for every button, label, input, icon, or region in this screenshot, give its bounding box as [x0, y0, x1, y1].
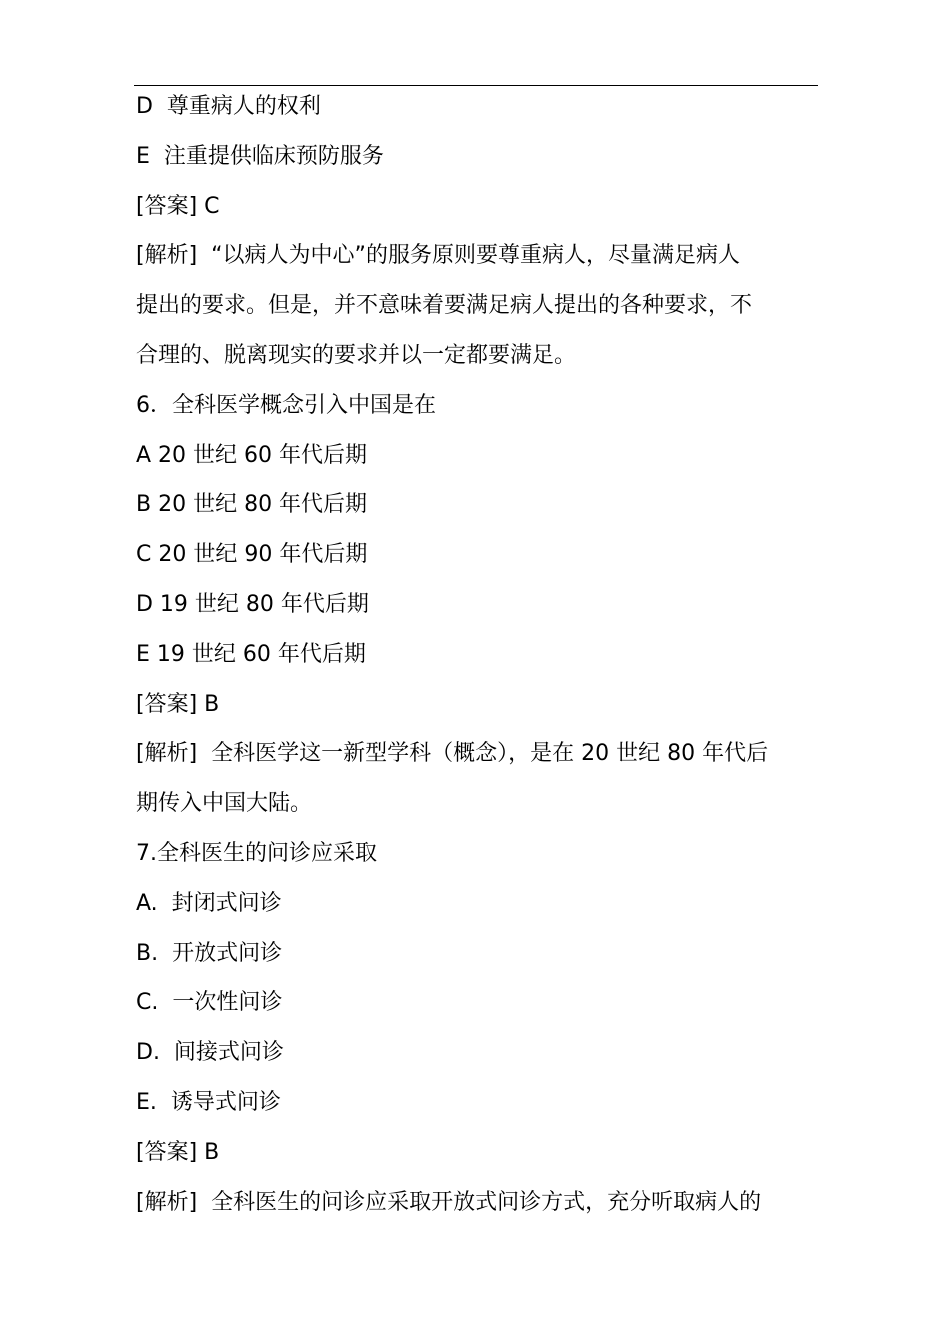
explanation-q6-line-1: [解析] 全科医学这一新型学科（概念），是在 20 世纪 80 年代后: [136, 741, 769, 767]
answer-q5: [答案] C: [136, 193, 220, 219]
option-b-q7: B. 开放式问诊: [136, 940, 283, 966]
option-d-q7: D. 间接式问诊: [136, 1040, 284, 1066]
option-e-q5: E 注重提供临床预防服务: [136, 143, 384, 169]
explanation-q5-line-2: 提出的要求。但是，并不意味着要满足病人提出的各种要求，不: [136, 293, 753, 319]
option-d-q5: D 尊重病人的权利: [136, 94, 321, 119]
option-b-q6: B 20 世纪 80 年代后期: [136, 492, 368, 518]
question-6: 6．全科医学概念引入中国是在: [136, 392, 436, 418]
explanation-q6-line-2: 期传入中国大陆。: [136, 791, 313, 817]
answer-q7: [答案] B: [136, 1139, 220, 1165]
option-a-q6: A 20 世纪 60 年代后期: [136, 442, 368, 468]
question-7: 7.全科医生的问诊应采取: [136, 840, 377, 866]
document-body: [136, 82, 826, 1227]
answer-q6: [答案] B: [136, 691, 220, 717]
explanation-q5-line-1: [解析] “以病人为中心”的服务原则要尊重病人，尽量满足病人: [136, 243, 740, 269]
explanation-q7-line-1: [解析] 全科医生的问诊应采取开放式问诊方式，充分听取病人的: [136, 1189, 762, 1215]
option-c-q7: C. 一次性问诊: [136, 990, 283, 1016]
option-a-q7: A. 封闭式问诊: [136, 890, 282, 916]
explanation-q5-line-3: 合理的、脱离现实的要求并以一定都要满足。: [136, 342, 577, 368]
option-e-q7: E. 诱导式问诊: [136, 1089, 281, 1115]
option-e-q6: E 19 世纪 60 年代后期: [136, 641, 366, 667]
option-d-q6: D 19 世纪 80 年代后期: [136, 591, 369, 617]
option-c-q6: C 20 世纪 90 年代后期: [136, 542, 368, 568]
